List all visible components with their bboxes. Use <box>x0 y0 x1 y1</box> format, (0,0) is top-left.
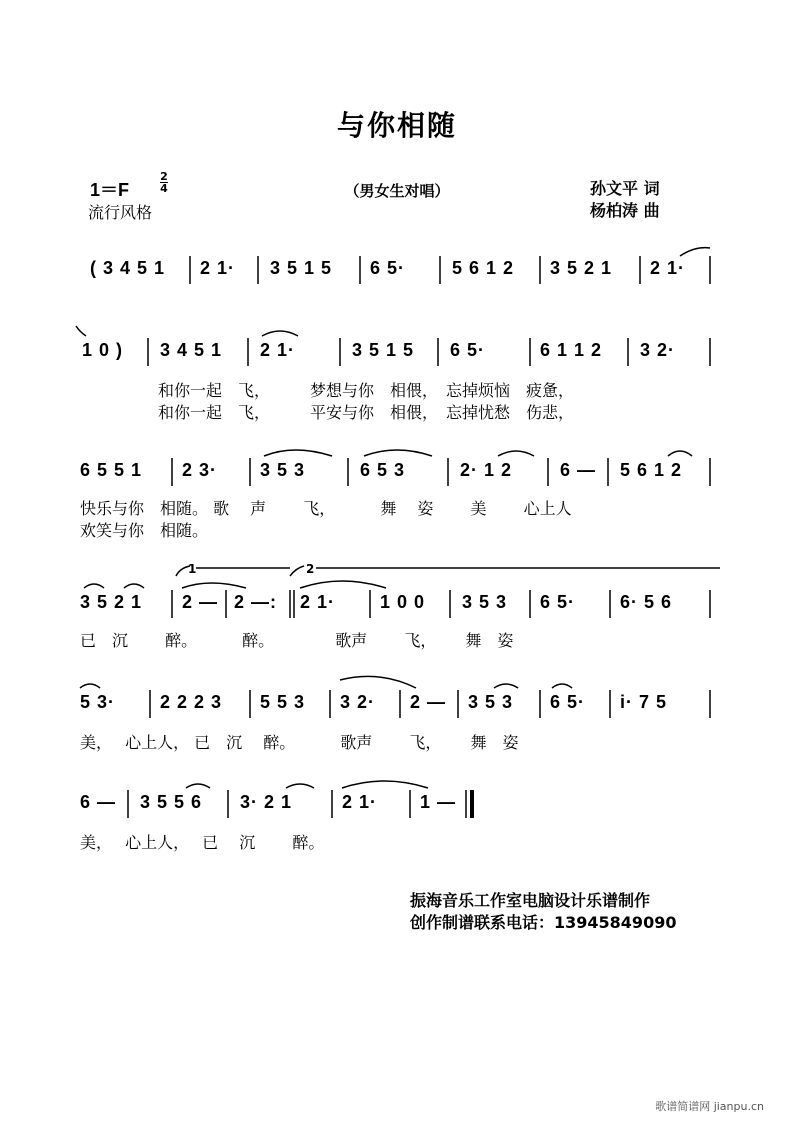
volta-2: 2 <box>306 562 315 576</box>
row6-m3: 3· 2 1 <box>240 792 293 812</box>
row1-m1: ( 3 4 5 1 <box>90 258 166 278</box>
key-signature: 1＝F <box>90 180 130 200</box>
row4-m5: 1 0 0 <box>380 592 426 612</box>
row3-m1: 6 5 5 1 <box>80 460 143 480</box>
row1-m3: 3 5 1 5 <box>270 258 333 278</box>
row1-m2: 2 1· <box>200 258 236 278</box>
row3-m7: 5 6 1 2 <box>620 460 683 480</box>
song-title: 与你相随 <box>336 109 457 142</box>
row2-m2: 3 4 5 1 <box>160 340 223 360</box>
row2-m7: 3 2· <box>640 340 676 360</box>
row3-lyrics-2: 欢笑与你 相随。 <box>80 521 209 540</box>
subtitle: （男女生对唱） <box>344 182 450 200</box>
row5-m6: 3 5 3 <box>468 692 514 712</box>
row6-lyrics: 美， 心上人， 已 沉 醉。 <box>80 833 325 852</box>
row4-m8: 6· 5 6 <box>620 592 673 612</box>
row5-m3: 5 5 3 <box>260 692 306 712</box>
row3-lyrics-1: 快乐与你 相随。 歌 声 飞， 舞 姿 美 心上人 <box>80 499 572 518</box>
row4-m1: 3 5 2 1 <box>80 592 143 612</box>
volta-1: 1 <box>188 562 197 576</box>
row2-m5: 6 5· <box>450 340 486 360</box>
row5-m5: 2 — <box>410 692 447 712</box>
row2-m1: 1 0 ) <box>82 340 124 360</box>
row2-m3: 2 1· <box>260 340 296 360</box>
time-signature-top: 2 <box>160 170 168 183</box>
row3-m6: 6 — <box>560 460 597 480</box>
composer: 杨柏涛 曲 <box>590 201 660 220</box>
row3-m2: 2 3· <box>182 460 218 480</box>
row2-lyrics-1: 和你一起 飞， 梦想与你 相偎， 忘掉烦恼 疲惫， <box>158 381 575 400</box>
row1-m6: 3 5 2 1 <box>550 258 613 278</box>
row1-m5: 5 6 1 2 <box>452 258 515 278</box>
row5-m2: 2 2 2 3 <box>160 692 223 712</box>
row5-m7: 6 5· <box>550 692 586 712</box>
row3-m5: 2· 1 2 <box>460 460 513 480</box>
row5-m1: 5 3· <box>80 692 116 712</box>
row4-m7: 6 5· <box>540 592 576 612</box>
watermark: 歌谱简谱网 jianpu.cn <box>655 1100 764 1113</box>
row4-m3: 2 —: <box>234 592 278 612</box>
row4-m6: 3 5 3 <box>462 592 508 612</box>
row1-m4: 6 5· <box>370 258 406 278</box>
footer-line-2: 创作制谱联系电话：13945849090 <box>410 913 677 932</box>
row6-m5: 1 — <box>420 792 457 812</box>
row6-m2: 3 5 5 6 <box>140 792 203 812</box>
row4-m4: 2 1· <box>300 592 336 612</box>
row2-m6: 6 1 1 2 <box>540 340 603 360</box>
time-signature-bottom: 4 <box>160 182 168 195</box>
row4-m2: 2 — <box>182 592 219 612</box>
row2-m4: 3 5 1 5 <box>352 340 415 360</box>
row2-lyrics-2: 和你一起 飞， 平安与你 相偎， 忘掉忧愁 伤悲， <box>158 403 575 422</box>
row5-lyrics: 美， 心上人， 已 沉 醉。 歌声 飞， 舞 姿 <box>80 733 519 752</box>
row6-m1: 6 — <box>80 792 117 812</box>
row5-m8: i· 7 5 <box>620 692 668 712</box>
footer-line-1: 振海音乐工作室电脑设计乐谱制作 <box>410 891 651 910</box>
row1-m7: 2 1· <box>650 258 686 278</box>
style-label: 流行风格 <box>88 203 153 222</box>
row3-m4: 6 5 3 <box>360 460 406 480</box>
row4-lyrics: 已 沉 醉。 醉。 歌声 飞， 舞 姿 <box>80 631 514 650</box>
lyricist: 孙文平 词 <box>590 179 660 198</box>
row5-m4: 3 2· <box>340 692 376 712</box>
row6-m4: 2 1· <box>342 792 378 812</box>
row3-m3: 3 5 3 <box>260 460 306 480</box>
